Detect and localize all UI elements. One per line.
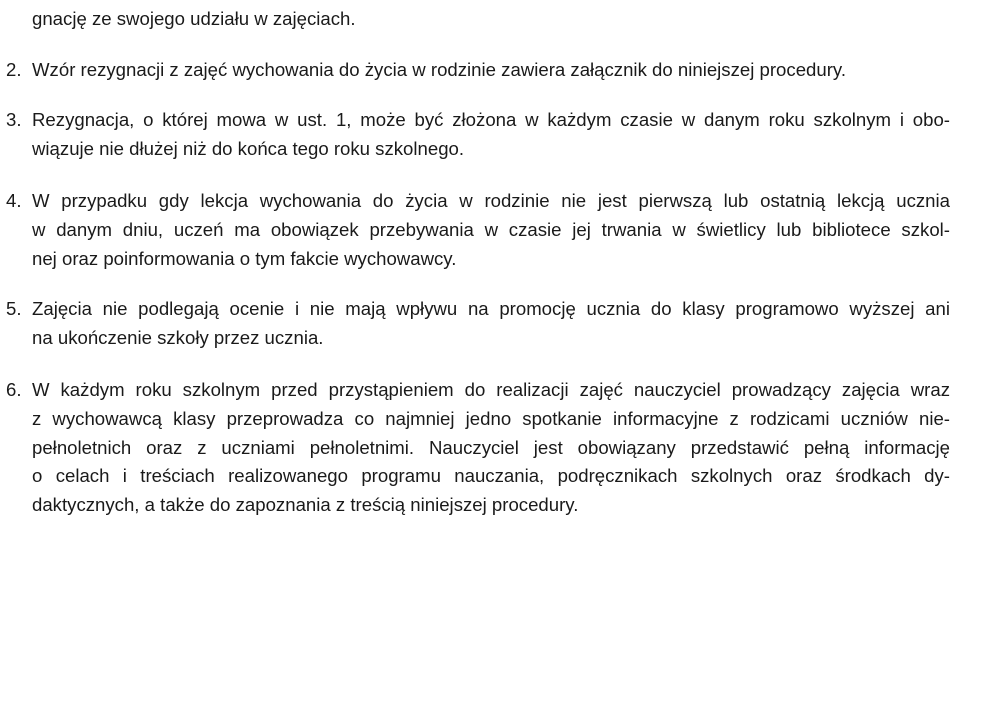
list-item-line: w danym dniu, uczeń ma obowiązek przebywania w czasie jej trwania w świetlicy lub bibliotece szkol- xyxy=(32,218,950,240)
list-item-number: 4. xyxy=(6,189,22,211)
list-item-line: o celach i treściach realizowanego programu nauczania, podręcznikach szkolnych oraz środkach dy- xyxy=(32,465,950,487)
list-item-line: gnację ze swojego udziału w zajęciach. xyxy=(32,7,356,29)
list-item-3 xyxy=(6,106,950,164)
list-item-line: daktycznych, a także do zapoznania z treścią niniejszej procedury. xyxy=(32,494,579,516)
list-item-line: wiązuje nie dłużej niż do końca tego roku szkolnego. xyxy=(32,138,465,160)
list-item-line: z wychowawcą klasy przeprowadza co najmniej jedno spotkanie informacyjne z rodzicami uczniów nie- xyxy=(32,407,950,429)
list-item-line: W przypadku gdy lekcja wychowania do życia w rodzinie nie jest pierwszą lub ostatnią lekcją ucznia xyxy=(32,189,950,211)
list-item-line: Rezygnacja, o której mowa w ust. 1, może być złożona w każdym czasie w danym roku szkolnym i obo- xyxy=(32,109,950,131)
list-item-line: pełnoletnich oraz z uczniami pełnoletnimi. Nauczyciel jest obowiązany przedstawić pełną informację xyxy=(32,436,950,458)
list-item-5 xyxy=(6,295,950,353)
list-item-number: 3. xyxy=(6,109,22,131)
list-item-1-continuation xyxy=(6,0,950,34)
list-item-number: 5. xyxy=(6,298,22,320)
list-item-line: na ukończenie szkoły przez ucznia. xyxy=(32,327,324,349)
list-item-6 xyxy=(6,376,950,520)
list-item-number: 2. xyxy=(6,58,22,80)
list-item-line: Zajęcia nie podlegają ocenie i nie mają wpływu na promocję ucznia do klasy programowo wyższej ani xyxy=(32,298,950,320)
list-item-line: nej oraz poinformowania o tym fakcie wychowawcy. xyxy=(32,247,457,269)
list-item-number: 6. xyxy=(6,378,22,400)
list-item-2 xyxy=(6,56,950,85)
list-item-line: W każdym roku szkolnym przed przystąpieniem do realizacji zajęć nauczyciel prowadzący zajęcia wraz xyxy=(32,378,950,400)
list-item-4 xyxy=(6,187,950,273)
list-item-line: Wzór rezygnacji z zajęć wychowania do życia w rodzinie zawiera załącznik do niniejszej procedury. xyxy=(32,58,846,80)
